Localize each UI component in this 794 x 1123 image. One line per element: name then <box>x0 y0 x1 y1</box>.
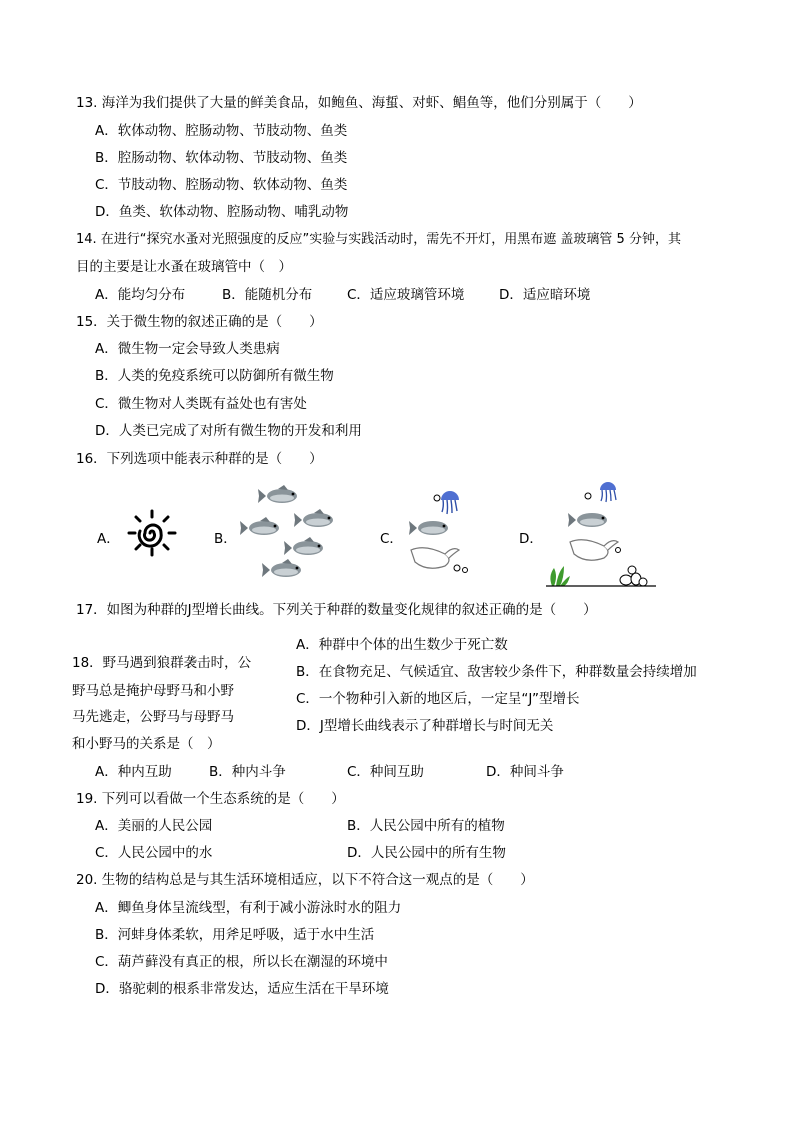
q19-option-c: C．人民公园中的水 <box>95 845 213 861</box>
q14-option-b: B．能随机分布 <box>222 287 313 303</box>
ecosystem-image-d <box>546 476 658 588</box>
q20-option-c: C．葫芦藓没有真正的根，所以长在潮湿的环境中 <box>95 954 388 970</box>
q16-label-a: A． <box>97 531 120 547</box>
q17-option-a: A．种群中个体的出生数少于死亡数 <box>296 637 508 653</box>
q14-stem-line2: 目的主要是让水蚤在玻璃管中（ ） <box>76 259 292 275</box>
q16-label-d: D． <box>519 531 543 547</box>
q14-option-d: D．适应暗环境 <box>499 287 591 303</box>
q13-option-a: A．软体动物、腔肠动物、节肢动物、鱼类 <box>95 123 348 139</box>
q13-option-b: B．腔肠动物、软体动物、节肢动物、鱼类 <box>95 150 348 166</box>
q20-option-d: D．骆驼刺的根系非常发达，适应生活在干旱环境 <box>95 981 389 997</box>
q15-option-a: A．微生物一定会导致人类患病 <box>95 341 280 357</box>
q15-option-b: B．人类的免疫系统可以防御所有微生物 <box>95 368 334 384</box>
seaweed-icon <box>550 566 570 586</box>
q13-stem: 13. 海洋为我们提供了大量的鲜美食品，如鲍鱼、海蜇、对虾、鲳鱼等，他们分别属于（ ） <box>76 95 642 111</box>
q18-option-a: A．种内互助 <box>95 764 172 780</box>
q20-option-b: B．河蚌身体柔软，用斧足呼吸，适于水中生活 <box>95 927 375 943</box>
whale-icon <box>411 548 459 569</box>
q18-option-d: D．种间斗争 <box>486 764 564 780</box>
q13-option-d: D．鱼类、软体动物、腔肠动物、哺乳动物 <box>95 204 349 220</box>
jellyfish-icon <box>600 482 616 502</box>
q16-stem: 16．下列选项中能表示种群的是（ ） <box>76 451 323 467</box>
q19-stem: 19. 下列可以看做一个生态系统的是（ ） <box>76 791 345 807</box>
q20-stem: 20. 生物的结构总是与其生活环境相适应，以下不符合这一观点的是（ ） <box>76 872 534 888</box>
q13-option-c: C．节肢动物、腔肠动物、软体动物、鱼类 <box>95 177 348 193</box>
q18-stem-line3: 马先逃走，公野马与母野马 <box>72 709 234 725</box>
q14-option-c: C．适应玻璃管环境 <box>347 287 465 303</box>
q19-option-d: D．人民公园中的所有生物 <box>347 845 506 861</box>
q18-stem-line1: 18．野马遇到狼群袭击时，公 <box>72 655 252 671</box>
q14-option-a: A．能均匀分布 <box>95 287 186 303</box>
q18-option-b: B．种内斗争 <box>209 764 286 780</box>
q19-option-a: A．美丽的人民公园 <box>95 818 213 834</box>
q15-option-d: D．人类已完成了对所有微生物的开发和利用 <box>95 423 362 439</box>
mixed-species-image-c <box>405 486 475 576</box>
q15-option-c: C．微生物对人类既有益处也有害处 <box>95 396 307 412</box>
q16-label-b: B． <box>214 531 237 547</box>
q19-option-b: B．人民公园中所有的植物 <box>347 818 505 834</box>
rocks-icon <box>620 566 647 586</box>
sun-icon <box>124 508 180 558</box>
q18-stem-line2: 野马总是掩护母野马和小野 <box>72 683 234 699</box>
q18-stem-line4: 和小野马的关系是（ ） <box>72 736 221 752</box>
q17-option-b: B．在食物充足、气候适宜、敌害较少条件下，种群数量会持续增加 <box>296 664 697 680</box>
jellyfish-icon <box>441 491 459 514</box>
q17-option-c: C．一个物种引入新的地区后，一定呈“J”型增长 <box>296 691 580 707</box>
q15-stem: 15．关于微生物的叙述正确的是（ ） <box>76 314 323 330</box>
q17-stem: 17．如图为种群的J型增长曲线。下列关于种群的数量变化规律的叙述正确的是（ ） <box>76 602 597 618</box>
whale-icon <box>570 540 618 561</box>
q18-option-c: C．种间互助 <box>347 764 424 780</box>
q17-option-d: D．J型增长曲线表示了种群增长与时间无关 <box>296 718 554 734</box>
fish-school-image <box>238 482 343 582</box>
q20-option-a: A．鲫鱼身体呈流线型，有利于减小游泳时水的阻力 <box>95 900 402 916</box>
q16-label-c: C． <box>380 531 403 547</box>
q14-stem-line1: 14. 在进行“探究水蚤对光照强度的反应”实验与实践活动时，需先不开灯，用黑布遮 盖玻璃管 5 分钟，其 <box>76 232 681 247</box>
